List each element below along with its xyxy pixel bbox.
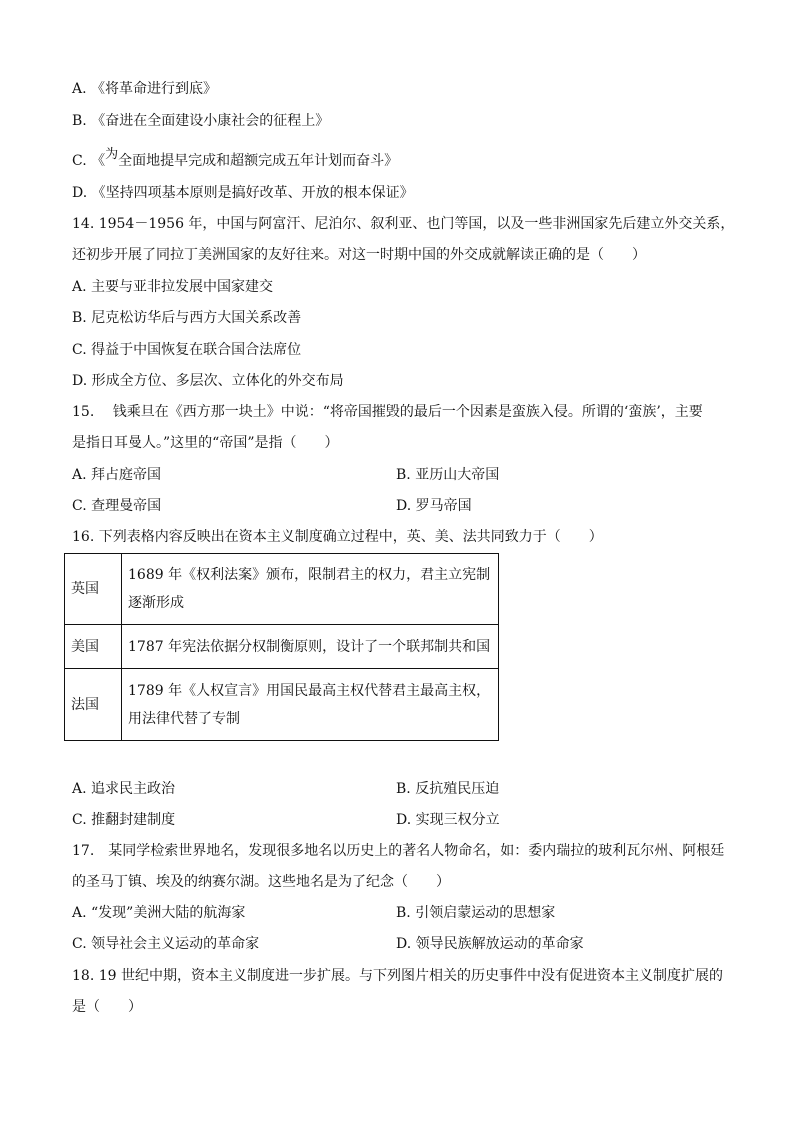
q15-option-d: D. 罗马帝国 [396, 498, 472, 514]
table-row [65, 669, 499, 741]
table-country-cell: 法国 [65, 669, 122, 741]
q15-option-c: C. 查理曼帝国 [72, 498, 162, 514]
table-content-line: 1787 年宪法依据分权制衡原则，设计了一个联邦制共和国 [128, 638, 491, 655]
q14-option-b: B. 尼克松访华后与西方大国关系改善 [72, 310, 302, 326]
q16-option-c: C. 推翻封建制度 [72, 812, 176, 828]
table-row [65, 625, 499, 669]
q16-stem: 16. 下列表格内容反映出在资本主义制度确立过程中，英、美、法共同致力于（ ） [72, 529, 603, 545]
q17-stem-line2: 的圣马丁镇、埃及的纳赛尔湖。这些地名是为了纪念（ ） [72, 874, 450, 890]
table-content-line: 1689 年《权利法案》颁布，限制君主的权力，君主立宪制 [128, 567, 491, 583]
q14-option-a: A. 主要与亚非拉发展中国家建交 [72, 279, 274, 295]
table-content-cell [122, 625, 499, 669]
table-content-line: 用法律代替了专制 [128, 710, 240, 727]
table-row [65, 554, 499, 625]
table-content-line: 1789 年《人权宣言》用国民最高主权代替君主最高主权， [128, 682, 491, 699]
q16-option-b: B. 反抗殖民压迫 [396, 781, 500, 797]
q15-option-b: B. 亚历山大帝国 [396, 467, 500, 483]
q14-option-d: D. 形成全方位、多层次、立体化的外交布局 [72, 373, 344, 389]
q17-option-c: C. 领导社会主义运动的革命家 [72, 936, 260, 952]
q16-option-d: D. 实现三权分立 [396, 812, 500, 828]
q17-option-d: D. 领导民族解放运动的革命家 [396, 936, 584, 952]
q14-option-c: C. 得益于中国恢复在联合国合法席位 [72, 342, 302, 358]
q18-stem-line2: 是（ ） [72, 999, 142, 1015]
q17-stem-line1: 17. 某同学检索世界地名，发现很多地名以历史上的著名人物命名，如：委内瑞拉的玻利瓦尔州、阿根廷 [72, 843, 725, 859]
q13-option-d: D. 《坚持四项基本原则是搞好改革、开放的根本保证》 [72, 185, 414, 201]
q14-stem-line1: 14. 1954－1956 年，中国与阿富汗、尼泊尔、叙利亚、也门等国，以及一些非洲国家先后建立外交关系， [72, 216, 735, 232]
q17-option-a: A. “发现”美洲大陆的航海家 [72, 905, 246, 921]
q16-table [64, 553, 499, 741]
q15-stem-line1: 15. 钱乘旦在《西方那一块土》中说：“将帝国摧毁的最后一个因素是蛮族入侵。所谓的‘蛮族’，主要 [72, 404, 703, 420]
q13-option-a: A. 《将革命进行到底》 [72, 81, 218, 97]
table-country-cell: 美国 [65, 625, 122, 669]
table-content-line: 逐渐形成 [128, 595, 184, 611]
q13-option-c-prefix: C. 《 [72, 153, 106, 169]
q13-option-b: B. 《奋进在全面建设小康社会的征程上》 [72, 113, 330, 129]
table-country-cell: 英国 [65, 554, 122, 625]
q13-option-c [72, 147, 399, 172]
q15-stem-line2: 是指日耳曼人。”这里的“帝国”是指（ ） [72, 435, 339, 451]
q13-option-c-rest: 全面地提早完成和超额完成五年计划而奋斗》 [118, 153, 399, 169]
q17-option-b: B. 引领启蒙运动的思想家 [396, 905, 556, 921]
q14-stem-line2: 还初步开展了同拉丁美洲国家的友好往来。对这一时期中国的外交成就解读正确的是（ ） [72, 247, 646, 263]
q15-option-a: A. 拜占庭帝国 [72, 467, 162, 483]
q13-option-c-superscript: 为 [105, 147, 119, 162]
q16-option-a: A. 追求民主政治 [72, 781, 176, 797]
table-content-cell [122, 554, 499, 625]
q18-stem-line1: 18. 19 世纪中期，资本主义制度进一步扩展。与下列图片相关的历史事件中没有促进资本主义制度扩展的 [72, 968, 723, 984]
table-content-cell [122, 669, 499, 741]
